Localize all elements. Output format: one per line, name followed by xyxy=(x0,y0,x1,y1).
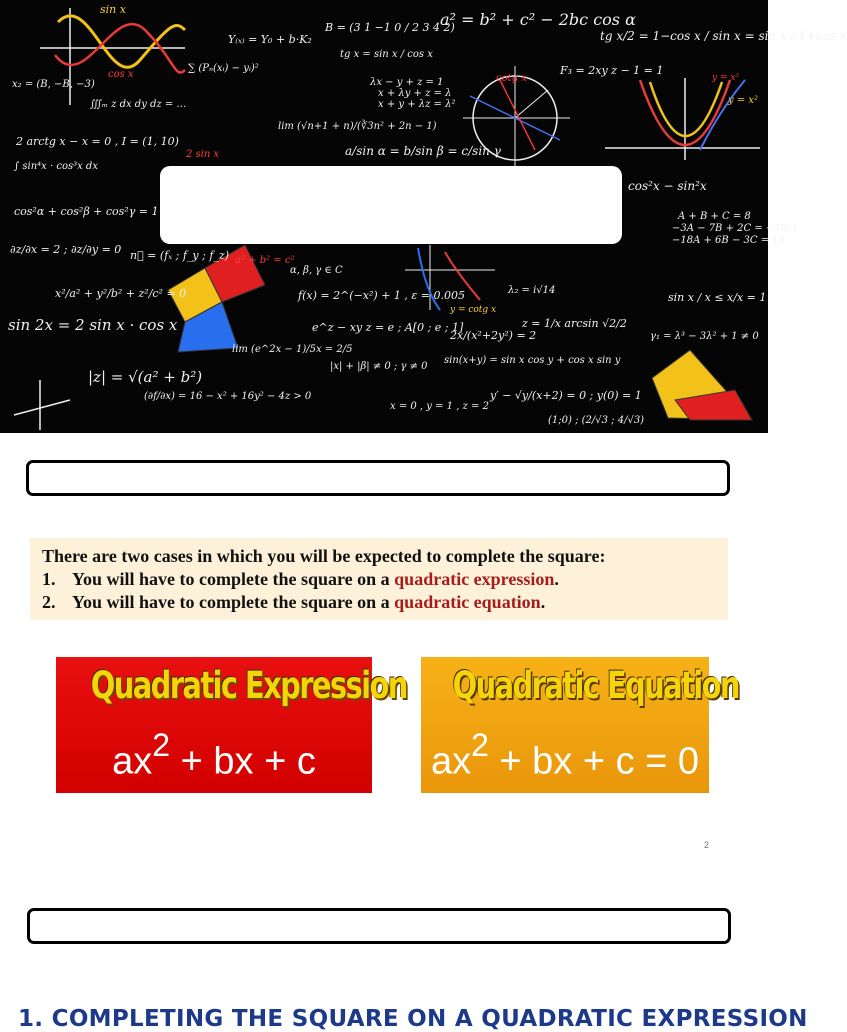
formula-exponent: 2 xyxy=(471,727,489,763)
formula: sin 2x = 2 sin x · cos x xyxy=(8,316,178,334)
quadratic-equation-card xyxy=(421,657,739,793)
card-title: Quadratic Equation xyxy=(452,664,739,707)
card-title: Quadratic Expression xyxy=(90,664,407,707)
formula: F₃ = 2xy z − 1 = 1 xyxy=(560,64,664,77)
formula: λx − y + z = 1 xyxy=(370,77,444,88)
math-chalkboard-banner xyxy=(0,0,847,433)
formula: y = x² xyxy=(728,95,759,106)
formula: x²/a² + y²/b² + z²/c² = 0 xyxy=(55,287,187,300)
formula: lim (√n+1 + n)/(∛3n² + 2n − 1) xyxy=(278,121,437,132)
info-box xyxy=(30,538,728,620)
info-item-end: . xyxy=(554,569,559,589)
info-item-text: You will have to complete the square on a xyxy=(72,569,395,589)
formula: y = cotg x xyxy=(450,305,497,315)
section-heading: 1. COMPLETING THE SQUARE ON A QUADRATIC EXPRESSION xyxy=(18,1006,808,1032)
formula: |z| = √(a² + b²) xyxy=(88,368,203,386)
page-number: 2 xyxy=(704,840,710,850)
quadratic-expression-card xyxy=(56,657,407,793)
formula: γ₁ = λ³ − 3λ² + 1 ≠ 0 xyxy=(650,331,759,342)
list-number: 1. xyxy=(42,569,56,589)
list-number: 2. xyxy=(42,592,56,612)
formula: Y₍ₓ₎ = Y₀ + b·K₂ xyxy=(228,33,312,46)
formula-exponent: 2 xyxy=(152,727,171,763)
formula: a² + b² = c² xyxy=(235,255,295,266)
formula: x = 0 , y = 1 , z = 2 xyxy=(390,401,489,412)
formula: lim (e^2x − 1)/5x = 2/5 xyxy=(232,344,353,355)
formula: λ₂ = i√14 xyxy=(508,285,556,296)
formula: x + y + λz = λ² xyxy=(378,99,456,110)
formula: y = x³ xyxy=(712,73,740,83)
formula: tg x/2 = 1−cos x / sin x = sin x / 1+cos x xyxy=(600,29,847,43)
card-formula xyxy=(56,727,372,784)
formula-rest: + bx + c xyxy=(170,740,316,783)
formula: a² = b² + c² − 2bc cos α xyxy=(440,10,636,29)
formula: sin x / x ≤ x/x = 1 xyxy=(668,291,767,304)
formula: −3A − 7B + 2C = −10,3 xyxy=(672,223,797,234)
card-formula xyxy=(421,727,709,784)
formula: cotg x xyxy=(496,73,527,84)
formula-rest: + bx + c = 0 xyxy=(488,740,700,783)
formula: cos x xyxy=(108,69,134,80)
banner-title-box xyxy=(160,166,622,244)
formula: n⃗ = (fₓ ; f_y ; f_z) xyxy=(130,249,230,262)
formula: ∫ sin⁴x · cos³x dx xyxy=(14,161,98,172)
formula: a/sin α = b/sin β = c/sin γ xyxy=(345,144,501,158)
formula: 2x/(x²+2y²) = 2 xyxy=(450,329,537,342)
formula: z = 1/x arcsin √2/2 xyxy=(522,317,627,330)
info-item xyxy=(42,591,716,614)
formula: sin x xyxy=(100,3,126,16)
formula: 2 arctg x − x = 0 , I = (1, 10) xyxy=(16,135,179,148)
formula: 2 sin x xyxy=(186,149,220,160)
formula: sin(x+y) = sin x cos y + cos x sin y xyxy=(444,355,621,366)
info-item xyxy=(42,568,716,591)
info-item-text: You will have to complete the square on a xyxy=(72,592,395,612)
formula: y′ − √y/(x+2) = 0 ; y(0) = 1 xyxy=(490,389,642,402)
formula: ∭ₘ z dx dy dz = … xyxy=(90,99,187,110)
formula: −18A + 6B − 3C = 15 xyxy=(672,235,785,246)
highlight-term: quadratic expression xyxy=(394,569,555,589)
formula: (∂f/∂x) = 16 − x² + 16y² − 4z > 0 xyxy=(144,391,312,402)
formula: α, β, γ ∈ C xyxy=(290,265,343,276)
title-bar-outline xyxy=(26,460,730,496)
formula: ∑ (Pₙ(xᵢ) − yᵢ)² xyxy=(188,63,259,74)
formula-base: ax xyxy=(112,740,153,783)
formula: f(x) = 2^(−x²) + 1 , ε = 0.005 xyxy=(298,289,465,302)
formula: (1;0) ; (2/√3 ; 4/√3) xyxy=(548,415,645,426)
highlight-term: quadratic equation xyxy=(394,592,541,612)
info-intro: There are two cases in which you will be expected to complete the square: xyxy=(42,546,606,566)
formula: ∂z/∂x = 2 ; ∂z/∂y = 0 xyxy=(10,243,122,256)
formula: B = (3 1 −1 0 / 2 3 4 2) xyxy=(325,21,455,34)
formula: A + B + C = 8 xyxy=(678,211,751,222)
formula-base: ax xyxy=(430,740,472,783)
formula: |x| + |β| ≠ 0 ; γ ≠ 0 xyxy=(330,361,428,372)
formula: cos²x − sin²x xyxy=(628,179,707,193)
formula: x + λy + z = λ xyxy=(378,88,452,99)
section-bar-outline xyxy=(27,908,731,944)
info-item-end: . xyxy=(540,592,546,612)
formula: tg x = sin x / cos x xyxy=(340,49,433,60)
formula: x₂ = (B, −B, −3) xyxy=(12,79,95,90)
formula: cos²α + cos²β + cos²γ = 1 xyxy=(14,205,159,218)
formula: e^z − xy z = e ; A[0 ; e ; 1] xyxy=(312,321,464,334)
